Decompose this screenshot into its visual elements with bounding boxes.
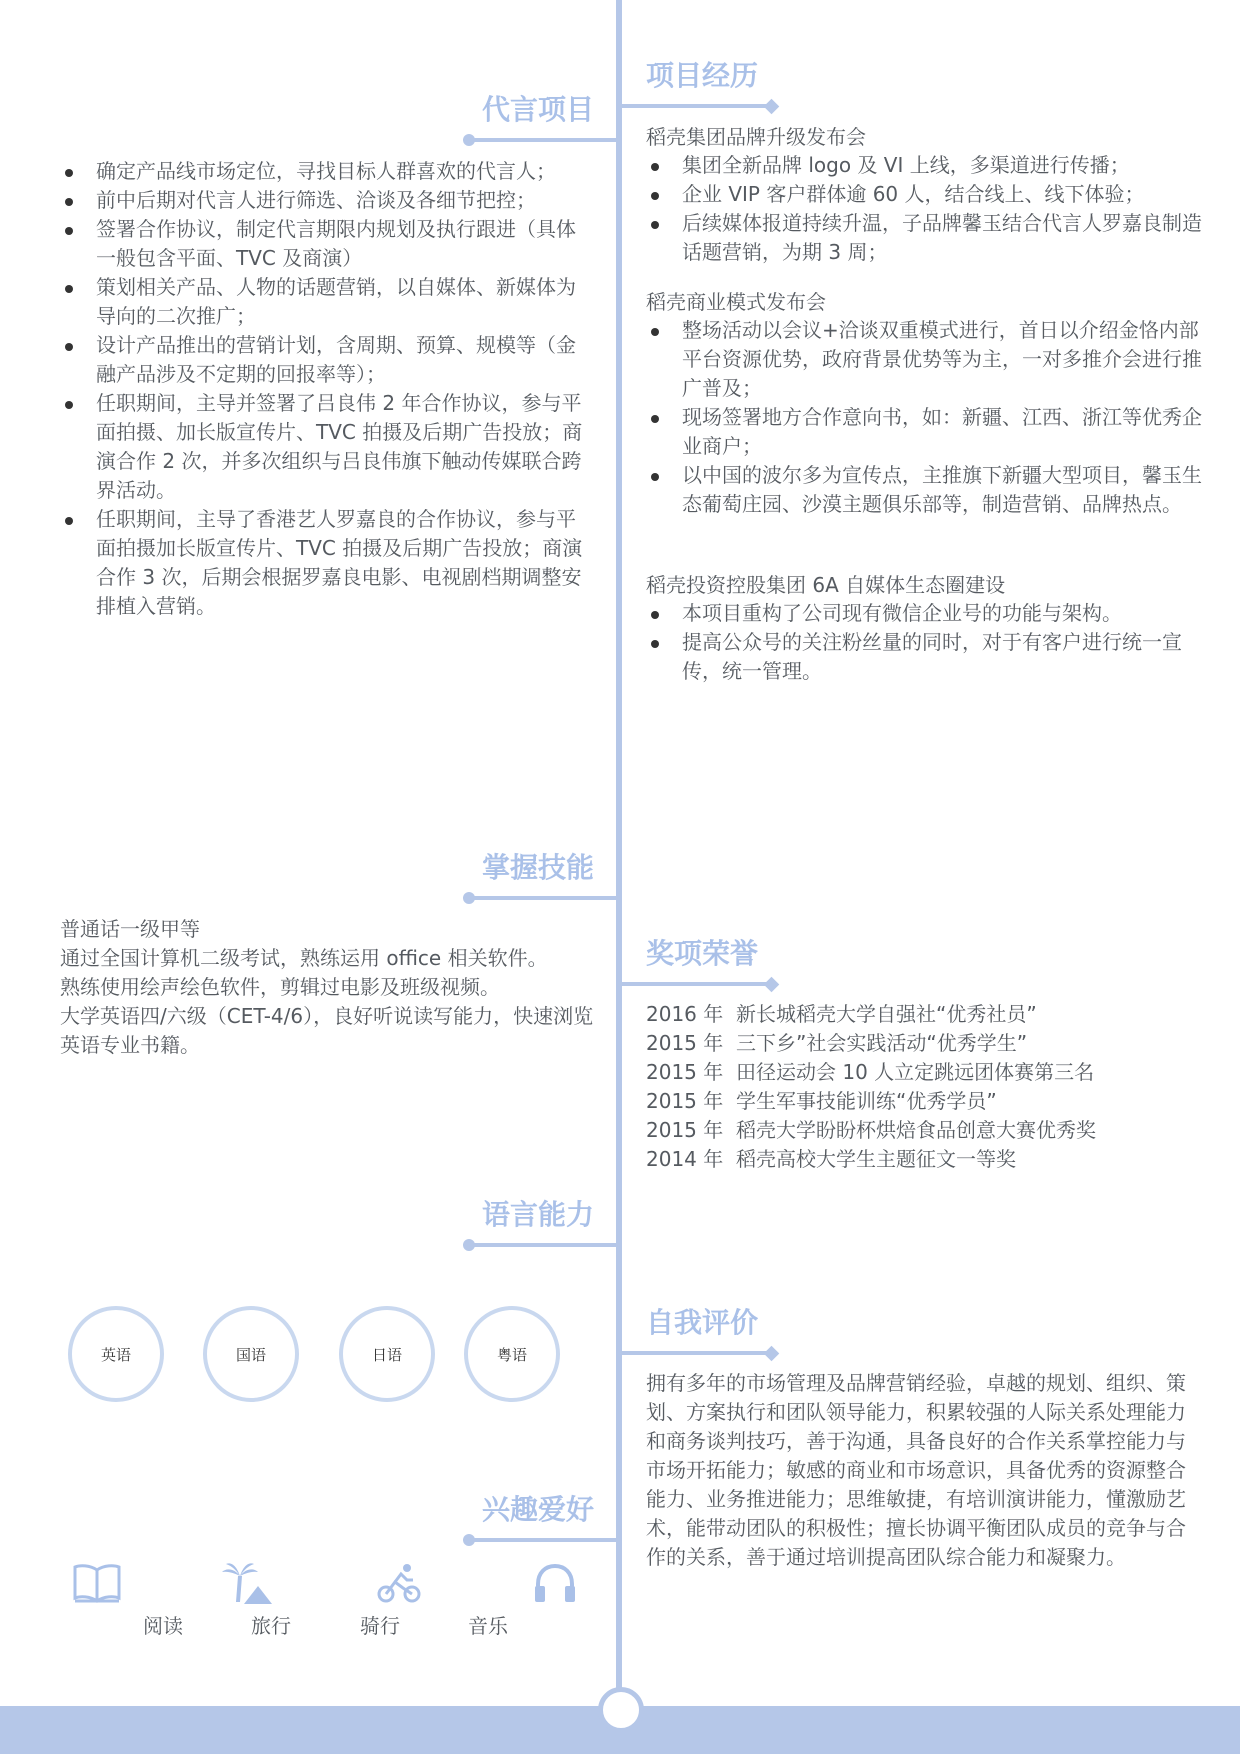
award-text: 新长城稻壳大学自强社“优秀社员” [736,1002,1037,1026]
section-connector-diamond [764,99,780,115]
project-name: 稻壳集团品牌升级发布会 [646,125,866,149]
section-connector-line [470,896,620,900]
award-row [646,1087,1206,1116]
award-year: 2016 年 [646,1002,724,1026]
section-title-self-evaluation: 自我评价 [646,1306,759,1339]
skill-line: 通过全国计算机二级考试，熟练运用 office 相关软件。 [60,946,548,970]
section-connector-diamond [764,1346,780,1362]
cyclist-icon [377,1562,421,1608]
list-item: 任职期间，主导并签署了吕良伟 2 年合作协议，参与平面拍摄、加长版宣传片、TVC 拍摄及后期广告投放；商演合作 2 次，并多次组织与吕良伟旗下触动传媒联合跨界活动。 [60,389,595,505]
list-item: 现场签署地方合作意向书，如：新疆、江西、浙江等优秀企业商户； [646,403,1206,461]
project-block [646,123,1206,267]
language-circle-mandarin: 国语 [203,1306,299,1402]
list-item: 前中后期对代言人进行筛选、洽谈及各细节把控； [60,186,595,215]
headphones-icon [533,1562,577,1608]
project-block [646,571,1206,686]
section-connector-line [620,104,770,108]
award-year: 2015 年 [646,1089,724,1113]
book-icon [72,1562,122,1608]
list-item: 本项目重构了公司现有微信企业号的功能与架构。 [646,599,1206,628]
skills-block [60,915,600,1060]
project-block [646,288,1206,519]
language-circle-japanese: 日语 [339,1306,435,1402]
award-year: 2014 年 [646,1147,724,1171]
list-item: 任职期间，主导了香港艺人罗嘉良的合作协议，参与平面拍摄加长版宣传片、TVC 拍摄及后期广告投放；商演合作 3 次，后期会根据罗嘉良电影、电视剧档期调整安排植入营销。 [60,505,595,621]
language-circle-cantonese: 粤语 [464,1306,560,1402]
award-text: 稻壳高校大学生主题征文一等奖 [736,1147,1016,1171]
award-year: 2015 年 [646,1060,724,1084]
section-connector-line [470,1538,620,1542]
list-item: 设计产品推出的营销计划，含周期、预算、规模等（金融产品涉及不定期的回报率等）； [60,331,595,389]
endorsement-list [60,157,595,621]
hobby-label-reading: 阅读 [143,1614,183,1638]
award-row [646,1029,1206,1058]
section-connector-line [470,138,620,142]
hobby-label-cycling: 骑行 [360,1614,400,1638]
list-item: 签署合作协议，制定代言期限内规划及执行跟进（具体一般包含平面、TVC 及商演） [60,215,595,273]
award-text: 学生军事技能训练“优秀学员” [736,1089,997,1113]
section-title-awards: 奖项荣誉 [646,937,759,970]
list-item: 确定产品线市场定位，寻找目标人群喜欢的代言人； [60,157,595,186]
award-row [646,1116,1206,1145]
skill-line: 普通话一级甲等 [60,917,200,941]
skill-line: 大学英语四/六级（CET-4/6），良好听说读写能力，快速浏览英语专业书籍。 [60,1004,594,1057]
self-evaluation-text: 拥有多年的市场管理及品牌营销经验，卓越的规划、组织、策划、方案执行和团队领导能力，积累较强的人际关系处理能力和商务谈判技巧，善于沟通，具备良好的合作关系掌控能力与市场开拓能力；敏感的商业和市场意识，具备优秀的资源整合能力、业务推进能力；思维敏捷，有培训演讲能力，懂激励艺术，能带动团队的积极性；擅长协调平衡团队成员的竞争与合作的关系，善于通过培训提高团队综合能力和凝聚力。 [646,1371,1186,1569]
award-text: 田径运动会 10 人立定跳远团体赛第三名 [736,1060,1095,1084]
hobby-label-music: 音乐 [468,1614,508,1638]
project-name: 稻壳商业模式发布会 [646,290,826,314]
section-title-projects: 项目经历 [646,59,759,92]
award-text: 三下乡”社会实践活动“优秀学生” [736,1031,1028,1055]
palm-tree-icon [220,1562,274,1608]
list-item: 企业 VIP 客户群体逾 60 人，结合线上、线下体验； [646,180,1206,209]
list-item: 以中国的波尔多为宣传点，主推旗下新疆大型项目，馨玉生态葡萄庄园、沙漠主题俱乐部等，制造营销、品牌热点。 [646,461,1206,519]
section-title-skills: 掌握技能 [481,851,594,884]
award-row [646,1145,1206,1174]
section-connector-line [620,1351,770,1355]
list-item: 集团全新品牌 logo 及 VI 上线，多渠道进行传播； [646,151,1206,180]
timeline-end-circle [598,1687,644,1733]
award-year: 2015 年 [646,1031,724,1055]
award-row [646,1058,1206,1087]
list-item: 整场活动以会议+洽谈双重模式进行，首日以介绍金恪内部平台资源优势，政府背景优势等为主，一对多推介会进行推广普及； [646,316,1206,403]
hobby-label-travel: 旅行 [251,1614,291,1638]
section-title-endorsement: 代言项目 [481,93,594,126]
award-year: 2015 年 [646,1118,724,1142]
list-item: 策划相关产品、人物的话题营销，以自媒体、新媒体为导向的二次推广； [60,273,595,331]
section-connector-line [620,982,770,986]
project-name: 稻壳投资控股集团 6A 自媒体生态圈建设 [646,573,1006,597]
language-circle-english: 英语 [68,1306,164,1402]
section-title-hobbies: 兴趣爱好 [481,1493,594,1526]
awards-list [646,1000,1206,1174]
list-item: 提高公众号的关注粉丝量的同时，对于有客户进行统一宣传，统一管理。 [646,628,1206,686]
list-item: 后续媒体报道持续升温，子品牌馨玉结合代言人罗嘉良制造话题营销，为期 3 周； [646,209,1206,267]
award-text: 稻壳大学盼盼杯烘焙食品创意大赛优秀奖 [736,1118,1096,1142]
award-row [646,1000,1206,1029]
section-connector-line [470,1243,620,1247]
timeline-spine [616,0,622,1700]
skill-line: 熟练使用绘声绘色软件，剪辑过电影及班级视频。 [60,975,500,999]
section-title-languages: 语言能力 [481,1198,594,1231]
section-connector-diamond [764,977,780,993]
